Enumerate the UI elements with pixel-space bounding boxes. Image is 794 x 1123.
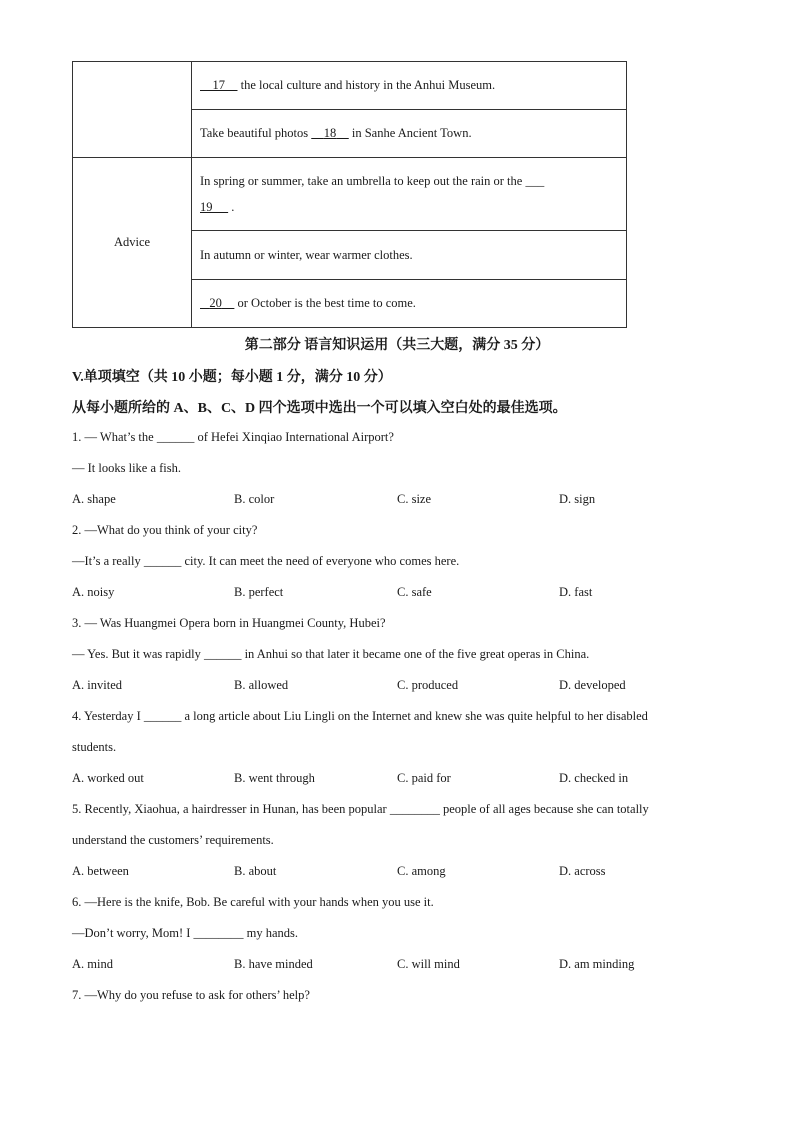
option-c[interactable]: C. safe — [397, 585, 432, 599]
option-a[interactable]: A. mind — [72, 957, 113, 971]
blank-20: 20 — [209, 296, 222, 310]
option-a[interactable]: A. invited — [72, 678, 122, 692]
question-4-stem: 4. Yesterday I ______ a long article about Liu Lingli on the Internet and knew she was quite helpful to her disabled — [72, 709, 648, 723]
option-b[interactable]: B. color — [234, 492, 275, 506]
section-title: 第二部分 语言知识运用（共三大题，满分 35 分） — [244, 338, 550, 353]
table-cell-advice-2: In autumn or winter, wear warmer clothes. — [192, 231, 627, 280]
advice-line-1: In spring or summer, take an umbrella to keep out the rain or the ___ — [200, 174, 545, 188]
question-5-stem: 5. Recently, Xiaohua, a hairdresser in Hunan, has been popular ________ people of all ages because she can totally — [72, 802, 649, 816]
instruction-text: 从每小题所给的 A、B、C、D 四个选项中选出一个可以填入空白处的最佳选项。 — [72, 401, 567, 416]
question-list — [72, 427, 732, 1016]
question-7-stem: 7. —Why do you refuse to ask for others’ help? — [72, 988, 310, 1002]
question-3-stem: 3. — Was Huangmei Opera born in Huangmei County, Hubei? — [72, 616, 386, 630]
option-d[interactable]: D. fast — [559, 585, 593, 599]
blank-18: 18 — [323, 126, 337, 140]
row-17-text: the local culture and history in the Anhui Museum. — [237, 78, 496, 92]
part-title: V.单项填空（共 10 小题；每小题 1 分，满分 10 分） — [72, 370, 392, 385]
option-c[interactable]: C. produced — [397, 678, 459, 692]
option-b[interactable]: B. perfect — [234, 585, 284, 599]
question-2-stem: 2. —What do you think of your city? — [72, 523, 258, 537]
question-3-reply: — Yes. But it was rapidly ______ in Anhui so that later it became one of the five great operas in China. — [72, 647, 590, 661]
question-6-reply: —Don’t worry, Mom! I ________ my hands. — [72, 926, 299, 940]
question-5-options — [72, 861, 732, 892]
advice-line-2-suffix: . — [228, 200, 235, 214]
question-1-reply: — It looks like a fish. — [72, 461, 182, 475]
question-4-options — [72, 768, 732, 799]
advice-label: Advice — [73, 158, 192, 328]
question-2-options — [72, 582, 732, 613]
row-20-suffix: or October is the best time to come. — [234, 296, 416, 310]
question-6-stem: 6. —Here is the knife, Bob. Be careful with your hands when you use it. — [72, 895, 434, 909]
option-d[interactable]: D. sign — [559, 492, 596, 506]
question-2-reply: —It’s a really ______ city. It can meet the need of everyone who comes here. — [72, 554, 460, 568]
option-d[interactable]: D. developed — [559, 678, 626, 692]
option-b[interactable]: B. allowed — [234, 678, 289, 692]
row-18-suffix: in Sanhe Ancient Town. — [348, 126, 472, 140]
info-table — [72, 61, 627, 328]
blank-17: 17 — [212, 78, 225, 92]
table-cell-19 — [192, 158, 627, 231]
table-cell-20 — [192, 280, 627, 328]
option-a[interactable]: A. shape — [72, 492, 116, 506]
row-18-prefix: Take beautiful photos — [200, 126, 312, 140]
question-5-stem-cont: understand the customers’ requirements. — [72, 833, 274, 847]
option-d[interactable]: D. across — [559, 864, 606, 878]
table-cell-17 — [192, 62, 627, 110]
table-empty-label-cell — [73, 62, 192, 158]
question-3-options — [72, 675, 732, 706]
option-c[interactable]: C. will mind — [397, 957, 460, 971]
option-d[interactable]: D. am minding — [559, 957, 635, 971]
blank-19: 19 — [200, 200, 213, 214]
table-cell-18 — [192, 110, 627, 158]
option-b[interactable]: B. went through — [234, 771, 315, 785]
question-1-options — [72, 489, 732, 520]
option-d[interactable]: D. checked in — [559, 771, 629, 785]
option-a[interactable]: A. noisy — [72, 585, 115, 599]
question-4-stem-cont: students. — [72, 740, 117, 754]
option-a[interactable]: A. between — [72, 864, 129, 878]
option-b[interactable]: B. have minded — [234, 957, 313, 971]
option-a[interactable]: A. worked out — [72, 771, 144, 785]
option-c[interactable]: C. paid for — [397, 771, 451, 785]
option-b[interactable]: B. about — [234, 864, 277, 878]
option-c[interactable]: C. among — [397, 864, 446, 878]
question-6-options — [72, 954, 732, 985]
question-1-stem: 1. — What’s the ______ of Hefei Xinqiao International Airport? — [72, 430, 394, 444]
option-c[interactable]: C. size — [397, 492, 432, 506]
